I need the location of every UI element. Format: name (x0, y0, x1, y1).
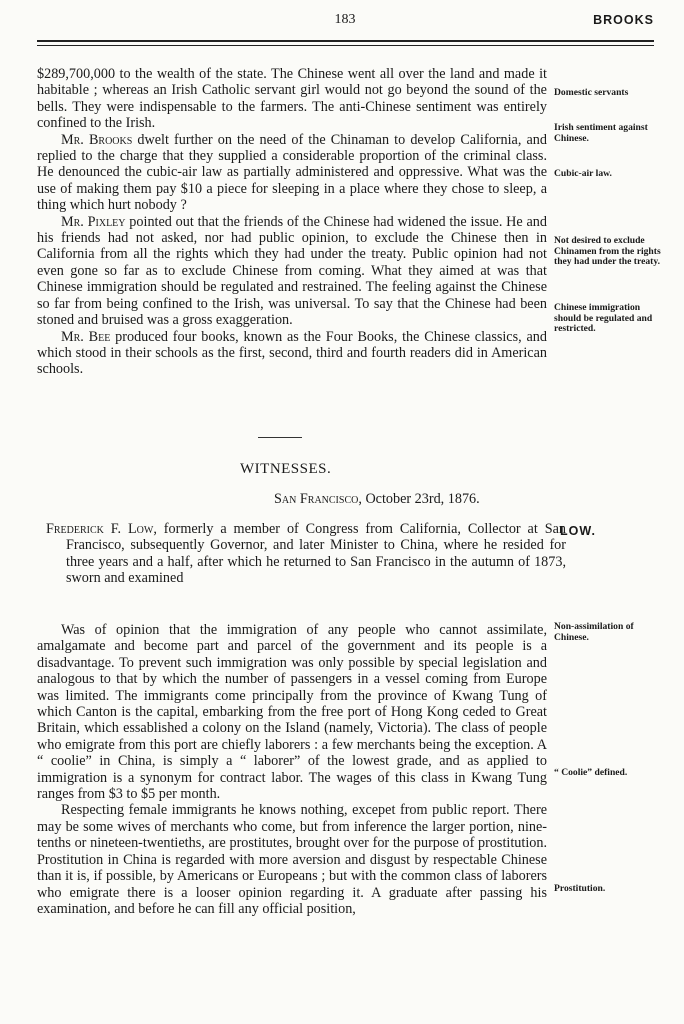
witness-name-full: Frederick F. Low, (46, 521, 157, 537)
margin-note-prostitution: Prostitution. (554, 883, 606, 894)
paragraph-brooks-text: dwelt further on the need of the Chinaman to develop California, and replied to the charge that they supplied a considerable proportion of the criminal class. He denounced the cubic-air law as partially administered and oppressive. What was the use of making them pay $10 a piece for sleeping in a place where they chose to sleep, a thing which hurt nobody ? (37, 131, 547, 214)
witness-intro-text: formerly a member of Congress from California, Collector at San Francisco, subsequently Governor, and later Minister to China, where he resided for three years and a half, after which he returned to San Francisco in the autumn of 1873, sworn and examined (66, 521, 566, 587)
paragraph-female-immigrants: Respecting female immigrants he knows nothing, excepet from public report. There may be some wives of merchants who come, but from inference the larger portion, nine-tenths or nineteen-twentieths, are prostitutes, brought over for the purpose of prostitution. Prostitution in China is regarded with more aversion and disgust by respectable Chinese than it is, if possible, by Americans or Europeans ; but with the common class of laborers who emigrate there is a looser opinion regarding it. A graduate after passing his examination, and before he can fill any official position, (37, 802, 547, 917)
speaker-bee: Mr. Bee (61, 328, 111, 345)
margin-note-regulated-immigration: Chinese immigration should be regulated and restricted. (554, 302, 653, 335)
margin-note-domestic-servants: Domestic servants (554, 87, 629, 98)
margin-note-not-desired-to-exclude: Not desired to exclude Chinamen from the rights they had under the treaty. (554, 235, 661, 268)
header-rule-thin (37, 45, 654, 46)
lower-text-block (37, 622, 547, 917)
paragraph-wealth: $289,700,000 to the wealth of the state. The Chinese went all over the land and made it habitable ; whereas an Irish Catholic servant girl would not go beyond the sound of the bells. They were indispensable to the farmers. The anti-Chinese sentiment was entirely confined to the Irish. (37, 66, 547, 132)
paragraph-brooks (37, 132, 547, 214)
margin-note-coolie-defined: “ Coolie” defined. (554, 767, 628, 778)
paragraph-pixley (37, 214, 547, 329)
dateline-place: San Francisco, (274, 491, 362, 507)
margin-note-witness-low: LOW. (560, 524, 596, 538)
page-number: 183 (334, 12, 356, 27)
speaker-pixley: Mr. Pixley (61, 213, 126, 230)
witness-intro (46, 521, 566, 587)
paragraph-bee-text: produced four books, known as the Four Books, the Chinese classics, and which stood in their schools as the first, second, third and fourth readers did in American schools. (37, 328, 547, 378)
section-rule (258, 437, 302, 438)
dateline (274, 491, 480, 508)
margin-note-non-assimilation: Non-assimilation of Chinese. (554, 621, 634, 643)
margin-note-cubic-air-law: Cubic-air law. (554, 168, 612, 179)
speaker-brooks: Mr. Brooks (61, 131, 133, 148)
section-heading: WITNESSES. (240, 461, 332, 477)
margin-note-irish-sentiment: Irish sentiment against Chinese. (554, 122, 648, 144)
paragraph-pixley-text: pointed out that the friends of the Chinese had widened the issue. He and his friends had not asked, nor had public opinion, to exclude the Chinese then in California from all the rights which they had under the treaty. Public opinion had not even gone so far as to exclude Chinese from coming. What they aimed at was that Chinese immigration should be regulated and restrained. The feeling against the Chinese so far from being confined to the Irish, was universal. To say that the Chinese had been stoned and bruised was a gross exaggeration. (37, 213, 547, 329)
paragraph-bee (37, 329, 547, 378)
running-head: BROOKS (593, 13, 654, 27)
paragraph-assimilation: Was of opinion that the immigration of any people who cannot assimilate, amalgamate and become part and parcel of the government and its people is a disadvantage. To prevent such immigration was only possible by special legislation and analogous to that by which the number of passengers in a vessel coming from Europe was limited. The immigrants come principally from the province of Kwang Tung of which Canton is the capital, embarking from the free port of Hong Kong ceded to Great Britain, which essablished a colony on the Island (namely, Victoria). The class of people who emigrate from this port are chiefly laborers : a few merchants being the exception. A “ coolie” in China, is simply a “ laborer” of the lowest grade, and as applied to immigration is a synonym for contract labor. The wages of this class in Kwang Tung ranges from $3 to $5 per month. (37, 622, 547, 803)
upper-text-block (37, 66, 547, 378)
header-rule-thick (37, 40, 654, 42)
dateline-date: October 23rd, 1876. (361, 491, 480, 507)
